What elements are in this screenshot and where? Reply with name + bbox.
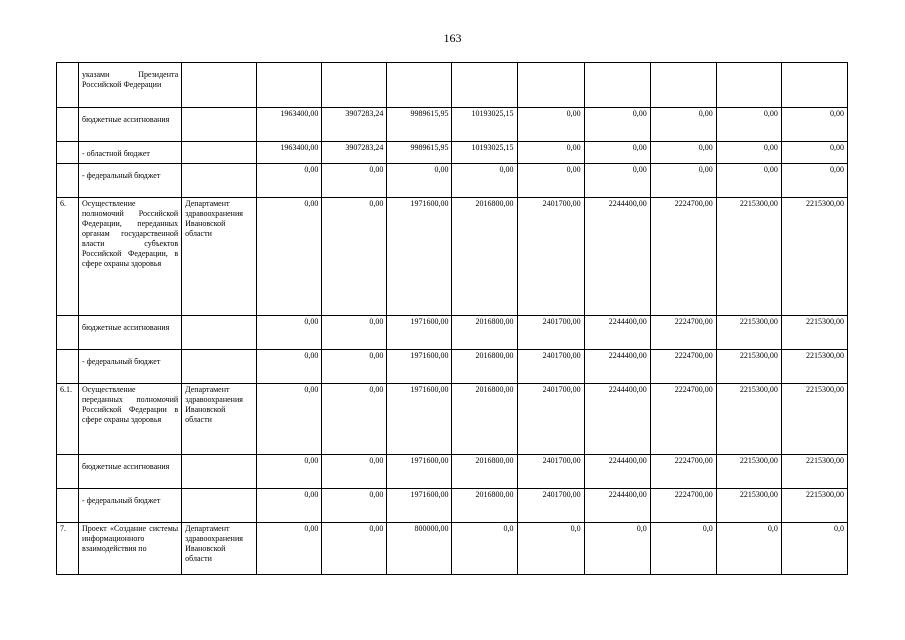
table-row xyxy=(57,316,848,350)
value-cell: 0,00 xyxy=(257,164,322,198)
value-cell: 2244400,00 xyxy=(584,198,650,316)
value-cell: 2215300,00 xyxy=(716,316,781,350)
value-cell xyxy=(452,63,517,108)
item-name-cell: - федеральный бюджет xyxy=(79,164,182,198)
value-cell: 0,00 xyxy=(584,142,650,164)
executor-cell: Департамент здравоохранения Ивановской области xyxy=(182,384,257,455)
executor-cell xyxy=(182,63,257,108)
item-name-cell: бюджетные ассигнования xyxy=(79,108,182,142)
value-cell: 0,0 xyxy=(517,523,584,575)
value-cell xyxy=(584,63,650,108)
executor-cell xyxy=(182,350,257,384)
value-cell: 2215300,00 xyxy=(716,198,781,316)
value-cell: 0,0 xyxy=(716,523,781,575)
value-cell: 0,00 xyxy=(716,108,781,142)
value-cell: 0,00 xyxy=(517,142,584,164)
row-number-cell xyxy=(57,164,79,198)
value-cell: 9989615,95 xyxy=(387,142,452,164)
value-cell: 2215300,00 xyxy=(781,316,847,350)
value-cell: 0,00 xyxy=(781,164,847,198)
value-cell: 0,00 xyxy=(517,164,584,198)
value-cell: 1971600,00 xyxy=(387,455,452,489)
value-cell: 2215300,00 xyxy=(781,350,847,384)
value-cell: 2016800,00 xyxy=(452,455,517,489)
value-cell: 2016800,00 xyxy=(452,316,517,350)
value-cell: 0,00 xyxy=(322,523,387,575)
item-name-cell: Осуществление переданных полномочий Российской Федерации в сфере охраны здоровья xyxy=(79,384,182,455)
value-cell: 2215300,00 xyxy=(716,455,781,489)
value-cell: 800000,00 xyxy=(387,523,452,575)
value-cell: 0,00 xyxy=(322,198,387,316)
value-cell: 0,00 xyxy=(257,384,322,455)
value-cell: 0,00 xyxy=(650,142,716,164)
value-cell: 2244400,00 xyxy=(584,384,650,455)
value-cell: 1971600,00 xyxy=(387,489,452,523)
value-cell: 1971600,00 xyxy=(387,198,452,316)
value-cell: 2215300,00 xyxy=(716,350,781,384)
value-cell: 1971600,00 xyxy=(387,384,452,455)
row-number-cell: 7. xyxy=(57,523,79,575)
value-cell: 1963400,00 xyxy=(257,142,322,164)
value-cell: 1971600,00 xyxy=(387,316,452,350)
value-cell: 0,00 xyxy=(716,164,781,198)
value-cell: 10193025,15 xyxy=(452,142,517,164)
item-name-cell: - федеральный бюджет xyxy=(79,489,182,523)
value-cell: 0,00 xyxy=(781,142,847,164)
item-name-cell: указами Президента Российской Федерации xyxy=(79,63,182,108)
value-cell xyxy=(781,63,847,108)
executor-cell: Департамент здравоохранения Ивановской области xyxy=(182,198,257,316)
value-cell: 0,00 xyxy=(517,108,584,142)
page-number: 163 xyxy=(443,31,462,45)
value-cell: 2401700,00 xyxy=(517,489,584,523)
table-row xyxy=(57,108,848,142)
value-cell: 2016800,00 xyxy=(452,384,517,455)
value-cell: 2224700,00 xyxy=(650,198,716,316)
value-cell: 0,00 xyxy=(650,108,716,142)
row-number-cell xyxy=(57,455,79,489)
executor-cell: Департамент здравоохранения Ивановской области xyxy=(182,523,257,575)
value-cell: 3907283,24 xyxy=(322,142,387,164)
row-number-cell xyxy=(57,63,79,108)
row-number-cell: 6.1. xyxy=(57,384,79,455)
value-cell xyxy=(716,63,781,108)
item-name-cell: бюджетные ассигнования xyxy=(79,455,182,489)
executor-cell xyxy=(182,108,257,142)
executor-cell xyxy=(182,316,257,350)
value-cell: 2224700,00 xyxy=(650,489,716,523)
value-cell xyxy=(517,63,584,108)
value-cell xyxy=(322,63,387,108)
value-cell: 0,0 xyxy=(650,523,716,575)
value-cell: 0,00 xyxy=(584,164,650,198)
value-cell: 0,0 xyxy=(781,523,847,575)
item-name-cell: Осуществление полномочий Российской Федерации, переданных органам государственной власти субъектов Российской Федерации, в сфере охраны здоровья xyxy=(79,198,182,316)
item-name-cell: - федеральный бюджет xyxy=(79,350,182,384)
value-cell: 0,00 xyxy=(452,164,517,198)
value-cell: 0,00 xyxy=(257,523,322,575)
value-cell: 0,00 xyxy=(257,489,322,523)
row-number-cell xyxy=(57,316,79,350)
table-row xyxy=(57,455,848,489)
value-cell: 2401700,00 xyxy=(517,350,584,384)
value-cell: 2215300,00 xyxy=(781,198,847,316)
value-cell: 0,00 xyxy=(781,108,847,142)
value-cell: 2224700,00 xyxy=(650,384,716,455)
table-row xyxy=(57,523,848,575)
value-cell: 2016800,00 xyxy=(452,198,517,316)
value-cell: 2215300,00 xyxy=(781,455,847,489)
value-cell: 0,00 xyxy=(584,108,650,142)
value-cell: 2401700,00 xyxy=(517,455,584,489)
value-cell: 1971600,00 xyxy=(387,350,452,384)
executor-cell xyxy=(182,142,257,164)
value-cell: 2215300,00 xyxy=(716,384,781,455)
row-number-cell xyxy=(57,108,79,142)
row-number-cell xyxy=(57,350,79,384)
value-cell: 3907283,24 xyxy=(322,108,387,142)
value-cell: 0,00 xyxy=(322,489,387,523)
value-cell: 0,00 xyxy=(322,455,387,489)
value-cell: 2401700,00 xyxy=(517,384,584,455)
value-cell: 2215300,00 xyxy=(716,489,781,523)
row-number-cell xyxy=(57,489,79,523)
value-cell: 0,00 xyxy=(257,350,322,384)
executor-cell xyxy=(182,489,257,523)
value-cell: 0,00 xyxy=(650,164,716,198)
value-cell: 9989615,95 xyxy=(387,108,452,142)
value-cell: 0,00 xyxy=(322,316,387,350)
item-name-cell: - областной бюджет xyxy=(79,142,182,164)
executor-cell xyxy=(182,164,257,198)
value-cell: 2215300,00 xyxy=(781,489,847,523)
table-row xyxy=(57,142,848,164)
value-cell: 0,00 xyxy=(257,198,322,316)
row-number-cell xyxy=(57,142,79,164)
value-cell: 0,0 xyxy=(584,523,650,575)
table-row xyxy=(57,198,848,316)
value-cell: 2016800,00 xyxy=(452,350,517,384)
value-cell: 2244400,00 xyxy=(584,316,650,350)
value-cell: 0,00 xyxy=(322,384,387,455)
value-cell: 2224700,00 xyxy=(650,316,716,350)
value-cell: 2215300,00 xyxy=(781,384,847,455)
value-cell: 0,00 xyxy=(387,164,452,198)
value-cell: 10193025,15 xyxy=(452,108,517,142)
value-cell: 0,00 xyxy=(257,455,322,489)
value-cell: 2224700,00 xyxy=(650,455,716,489)
value-cell: 2401700,00 xyxy=(517,316,584,350)
value-cell xyxy=(257,63,322,108)
value-cell: 0,00 xyxy=(257,316,322,350)
budget-table xyxy=(56,62,848,575)
item-name-cell: бюджетные ассигнования xyxy=(79,316,182,350)
value-cell: 1963400,00 xyxy=(257,108,322,142)
value-cell: 2244400,00 xyxy=(584,455,650,489)
table-row xyxy=(57,350,848,384)
value-cell: 2244400,00 xyxy=(584,350,650,384)
table-row xyxy=(57,164,848,198)
table-row xyxy=(57,384,848,455)
value-cell xyxy=(650,63,716,108)
value-cell: 0,00 xyxy=(322,164,387,198)
item-name-cell: Проект «Создание системы информационного взаимодействия по xyxy=(79,523,182,575)
value-cell: 2244400,00 xyxy=(584,489,650,523)
value-cell: 2224700,00 xyxy=(650,350,716,384)
value-cell: 2401700,00 xyxy=(517,198,584,316)
table-row xyxy=(57,63,848,108)
value-cell: 0,0 xyxy=(452,523,517,575)
executor-cell xyxy=(182,455,257,489)
row-number-cell: 6. xyxy=(57,198,79,316)
value-cell: 0,00 xyxy=(716,142,781,164)
value-cell: 0,00 xyxy=(322,350,387,384)
table-row xyxy=(57,489,848,523)
value-cell: 2016800,00 xyxy=(452,489,517,523)
value-cell xyxy=(387,63,452,108)
